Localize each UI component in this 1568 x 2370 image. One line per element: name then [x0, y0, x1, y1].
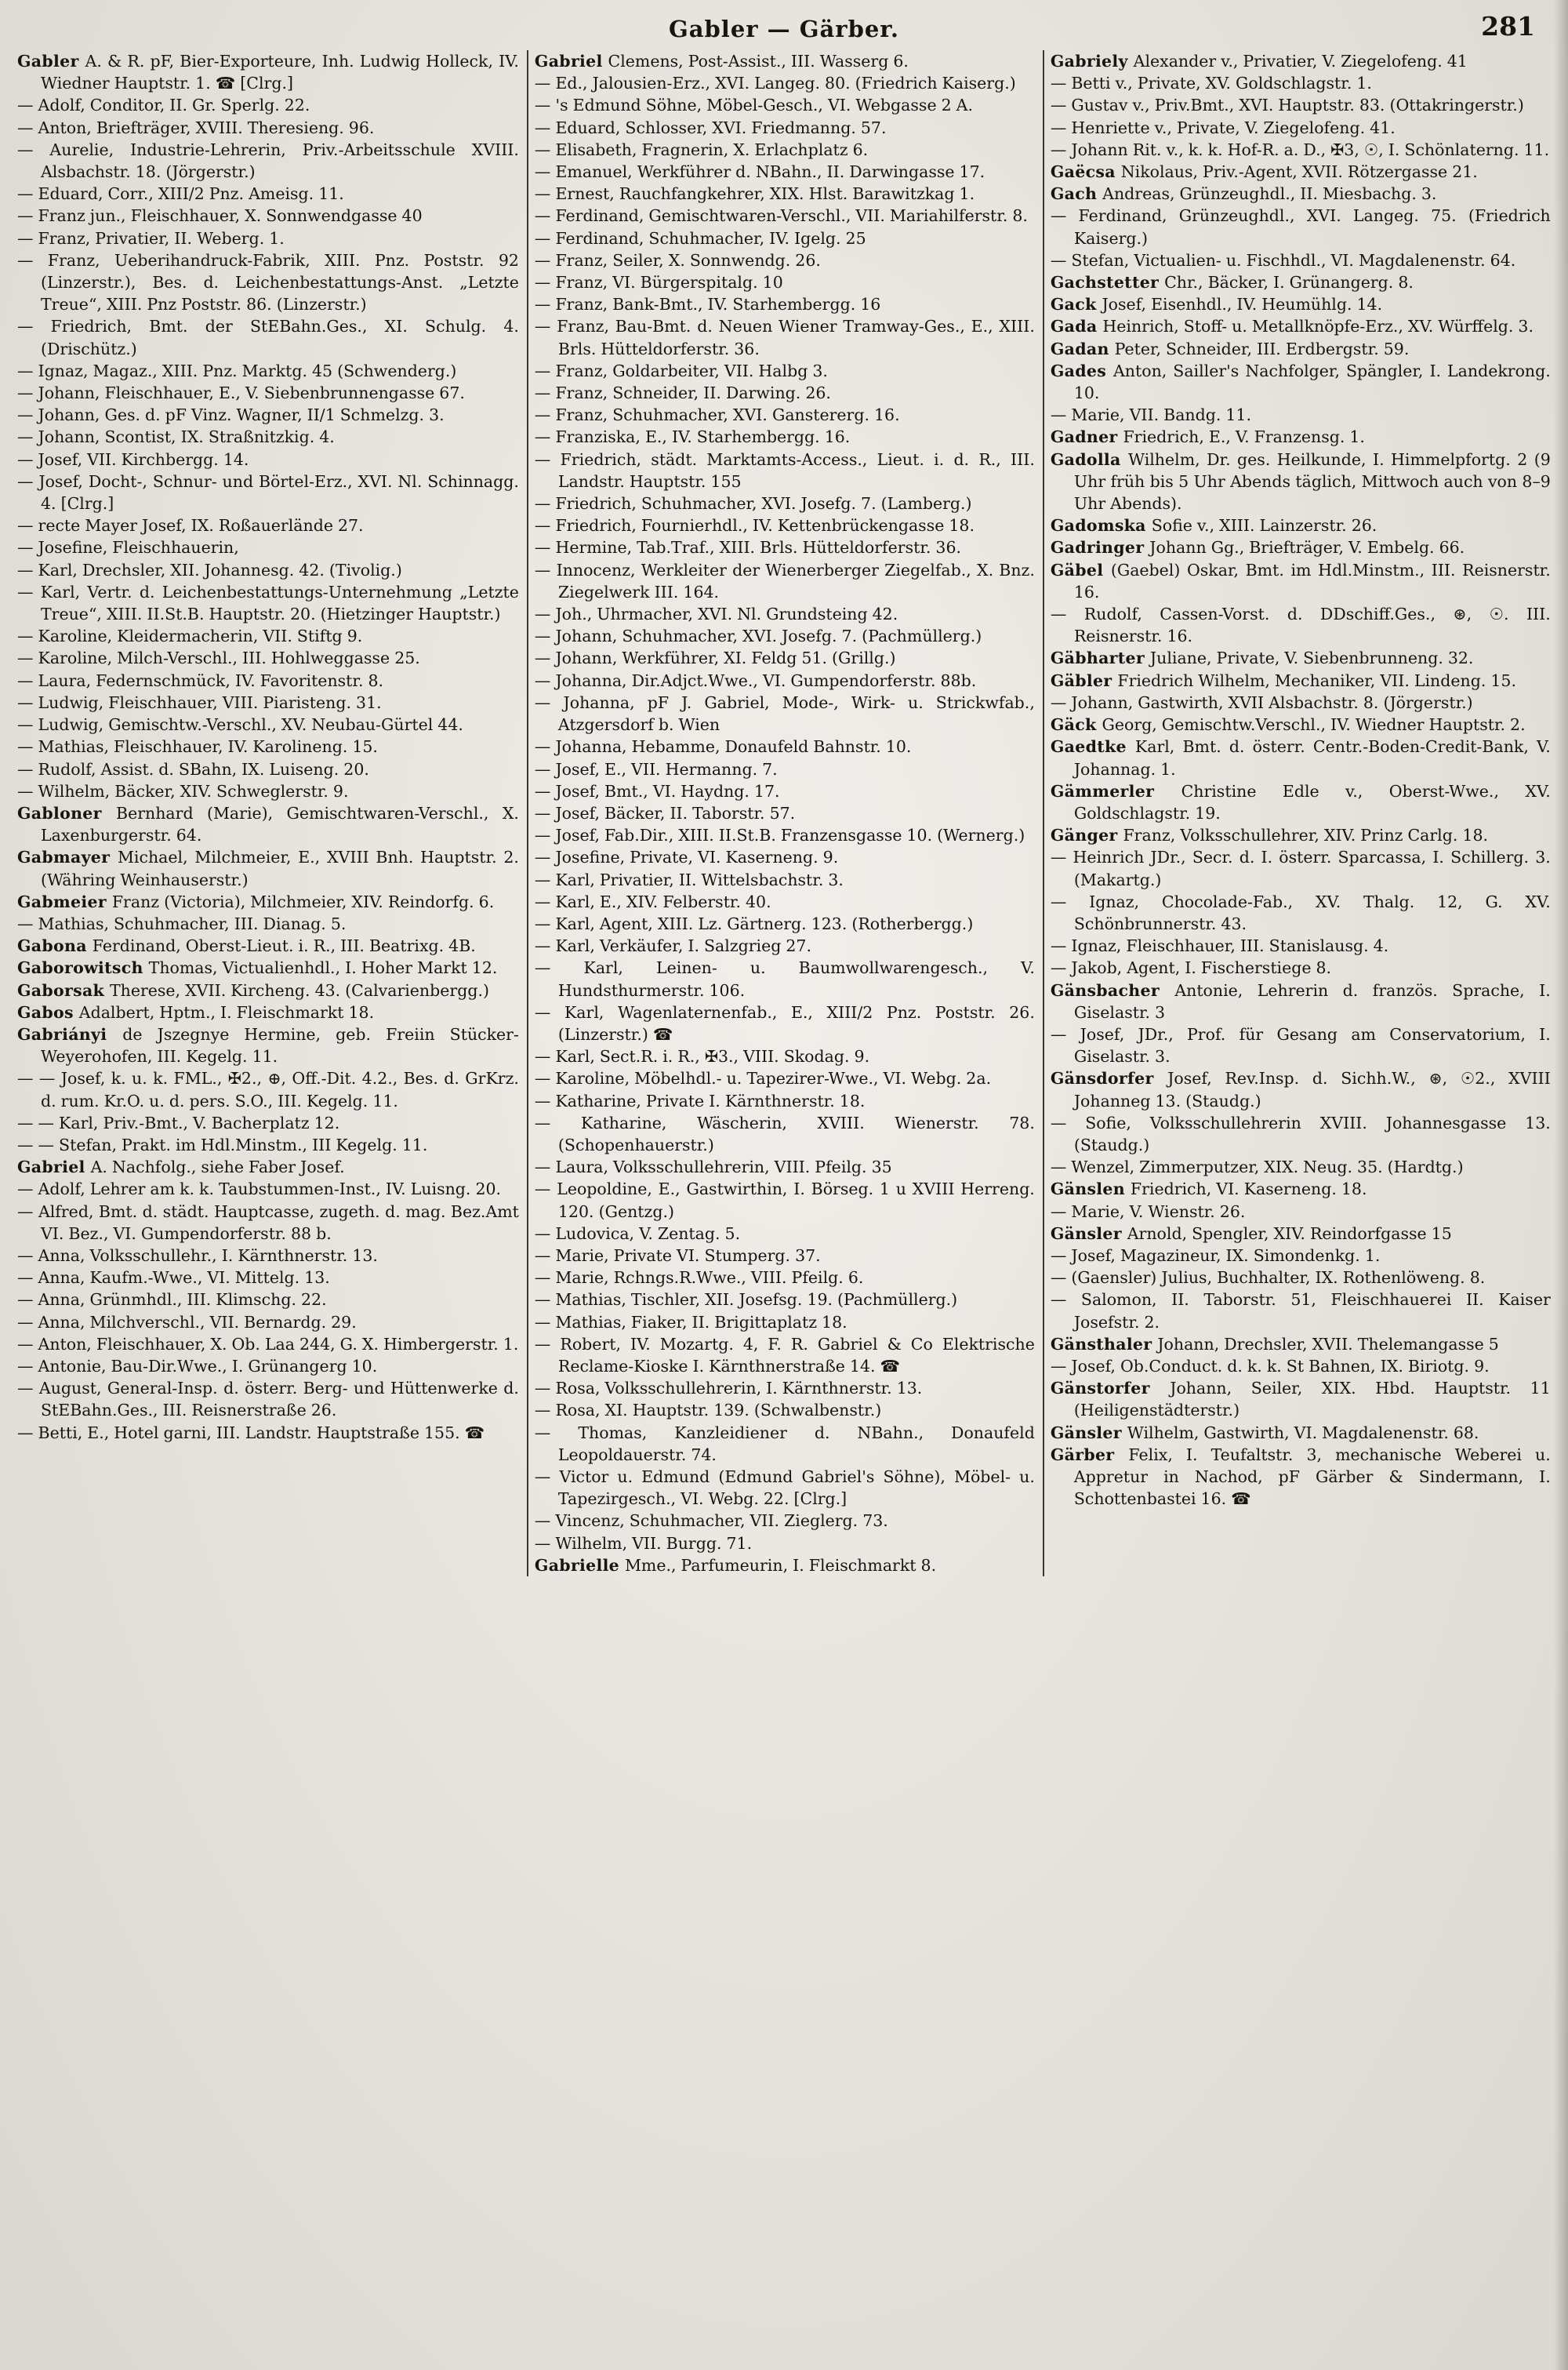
entry-surname: Gabriel: [534, 52, 608, 71]
directory-entry: — Karl, Leinen- u. Baumwollwarengesch., V. Hundsthurmerstr. 106.: [534, 958, 1035, 1000]
directory-entry: — Marie, VII. Bandg. 11.: [1050, 405, 1251, 425]
entry-surname: Gabmayer: [17, 848, 118, 867]
directory-entry: — Karoline, Milch-Verschl., III. Hohlweggasse 25.: [17, 649, 420, 668]
directory-entry: Gaborowitsch Thomas, Victualienhdl., I. Hoher Markt 12.: [17, 958, 498, 978]
directory-entry: — Ignaz, Chocolade-Fab., XV. Thalg. 12, G. XV. Schönbrunnerstr. 43.: [1050, 892, 1551, 933]
directory-entry: — Laura, Federnschmück, IV. Favoritenstr. 8.: [17, 671, 384, 690]
directory-columns: [0, 45, 1568, 1576]
entry-surname: Gabler: [17, 52, 85, 71]
entry-surname: Gadringer: [1050, 538, 1150, 558]
page-header: [0, 0, 1568, 45]
directory-entry: — Josef, Magazineur, IX. Simondenkg. 1.: [1050, 1245, 1381, 1265]
directory-entry: Gabmeier Franz (Victoria), Milchmeier, XIV. Reindorfg. 6.: [17, 892, 495, 911]
directory-entry: Gäbharter Juliane, Private, V. Siebenbrunneng. 32.: [1050, 649, 1474, 668]
directory-entry: Gämmerler Christine Edle v., Oberst-Wwe., XV. Goldschlagstr. 19.: [1050, 781, 1551, 823]
directory-entry: Gabler A. & R. pF, Bier-Exporteure, Inh. Ludwig Holleck, IV. Wiedner Hauptstr. 1. ☎ [Clrg.]: [17, 52, 519, 93]
directory-entry: — Leopoldine, E., Gastwirthin, I. Börseg. 1 u XVIII Herreng. 120. (Gentzg.): [534, 1180, 1035, 1221]
directory-entry: — Josef, Bäcker, II. Taborstr. 57.: [534, 803, 796, 823]
directory-entry: — Friedrich, Fournierhdl., IV. Kettenbrückengasse 18.: [534, 516, 975, 536]
directory-entry: — Karl, Privatier, II. Wittelsbachstr. 3.: [534, 870, 844, 889]
directory-entry: Gack Josef, Eisenhdl., IV. Heumühlg. 14.: [1050, 295, 1383, 314]
directory-entry: Gäbler Friedrich Wilhelm, Mechaniker, VII. Lindeng. 15.: [1050, 671, 1516, 690]
directory-entry: — 's Edmund Söhne, Möbel-Gesch., VI. Webgasse 2 A.: [534, 96, 973, 115]
directory-entry: — Josefine, Private, VI. Kaserneng. 9.: [534, 848, 839, 867]
directory-entry: — Franz, Seiler, X. Sonnwendg. 26.: [534, 250, 821, 270]
directory-entry: — Franz, Schneider, II. Darwing. 26.: [534, 383, 831, 403]
entry-surname: Gabriel: [17, 1158, 91, 1177]
directory-entry: — Mathias, Tischler, XII. Josefsg. 19. (Pachmüllerg.): [534, 1290, 958, 1310]
directory-entry: — Rosa, XI. Hauptstr. 139. (Schwalbenstr.): [534, 1401, 882, 1420]
directory-entry: — Johann, Werkführer, XI. Feldg 51. (Grillg.): [534, 649, 896, 668]
entry-surname: Gabmeier: [17, 892, 112, 911]
directory-entry: — Marie, V. Wienstr. 26.: [1050, 1201, 1246, 1221]
directory-entry: Gabos Adalbert, Hptm., I. Fleischmarkt 18.: [17, 1002, 375, 1022]
directory-entry: — Anna, Milchverschl., VII. Bernardg. 29.: [17, 1312, 357, 1332]
directory-entry: — Josef, Fab.Dir., XIII. II.St.B. Franzensgasse 10. (Wernerg.): [534, 826, 1025, 845]
directory-entry: Gänsthaler Johann, Drechsler, XVII. Thelemangasse 5: [1050, 1334, 1499, 1354]
directory-entry: — Stefan, Victualien- u. Fischhdl., VI. Magdalenenstr. 64.: [1050, 250, 1516, 270]
entry-surname: Gärber: [1050, 1445, 1129, 1464]
entry-surname: Gänslen: [1050, 1180, 1131, 1199]
directory-entry: — Joh., Uhrmacher, XVI. Nl. Grundsteing 42.: [534, 605, 898, 624]
entry-surname: Gabriely: [1050, 52, 1134, 71]
directory-entry: — — Karl, Priv.-Bmt., V. Bacherplatz 12.: [17, 1113, 340, 1132]
directory-entry: Gabona Ferdinand, Oberst-Lieut. i. R., III. Beatrixg. 4B.: [17, 936, 476, 956]
directory-entry: — Vincenz, Schuhmacher, VII. Zieglerg. 73.: [534, 1511, 888, 1531]
directory-entry: — Karoline, Möbelhdl.- u. Tapezirer-Wwe., VI. Webg. 2a.: [534, 1069, 992, 1089]
entry-surname: Gaëcsa: [1050, 162, 1121, 182]
directory-entry: — Wilhelm, VII. Burgg. 71.: [534, 1533, 753, 1553]
directory-entry: — Johann, Fleischhauer, E., V. Siebenbrunnengasse 67.: [17, 383, 465, 403]
directory-entry: — Ludwig, Gemischtw.-Verschl., XV. Neubau-Gürtel 44.: [17, 715, 463, 735]
directory-entry: — Katharine, Wäscherin, XVIII. Wienerstr. 78. (Schopenhauerstr.): [534, 1113, 1035, 1154]
directory-entry: — Karl, Wagenlaternenfab., E., XIII/2 Pnz. Poststr. 26. (Linzerstr.) ☎: [534, 1002, 1035, 1044]
directory-entry: — Friedrich, Schuhmacher, XVI. Josefg. 7. (Lamberg.): [534, 494, 972, 514]
directory-entry: — Franz, Ueberihandruck-Fabrik, XIII. Pnz. Poststr. 92 (Linzerstr.), Bes. d. Leichenbestattungs-Anst. „Letzte Treue“, XIII. Pnz Poststr. 86. (Linzerstr.): [17, 250, 519, 314]
directory-entry: — Karl, Agent, XIII. Lz. Gärtnerg. 123. (Rotherbergg.): [534, 914, 974, 933]
directory-entry: — — Stefan, Prakt. im Hdl.Minstm., III Kegelg. 11.: [17, 1135, 428, 1154]
entry-surname: Gabona: [17, 936, 93, 956]
directory-entry: — Franziska, E., IV. Starhembergg. 16.: [534, 427, 851, 447]
directory-entry: — Adolf, Lehrer am k. k. Taubstummen-Inst., IV. Luisng. 20.: [17, 1180, 502, 1199]
directory-entry: — Heinrich JDr., Secr. d. I. österr. Sparcassa, I. Schillerg. 3. (Makartg.): [1050, 848, 1551, 889]
directory-entry: — Mathias, Fleischhauer, IV. Karolineng. 15.: [17, 737, 378, 757]
directory-entry: — Anton, Briefträger, XVIII. Theresieng. 96.: [17, 118, 375, 137]
entry-surname: Gämmerler: [1050, 781, 1181, 801]
directory-entry: — Elisabeth, Fragnerin, X. Erlachplatz 6.: [534, 140, 869, 159]
directory-entry: — Jakob, Agent, I. Fischerstiege 8.: [1050, 958, 1332, 978]
directory-entry: Gada Heinrich, Stoff- u. Metallknöpfe-Erz., XV. Würffelg. 3.: [1050, 317, 1534, 336]
directory-entry: — Ludovica, V. Zentag. 5.: [534, 1223, 741, 1243]
directory-entry: — Wenzel, Zimmerputzer, XIX. Neug. 35. (Hardtg.): [1050, 1158, 1464, 1177]
entry-surname: Gänsdorfer: [1050, 1069, 1168, 1089]
entry-surname: Gachstetter: [1050, 273, 1165, 293]
entry-surname: Gänsler: [1050, 1423, 1127, 1442]
entry-surname: Gadomska: [1050, 516, 1152, 536]
directory-entry: — Josef, E., VII. Hermanng. 7.: [534, 759, 778, 779]
directory-entry: Gänsdorfer Josef, Rev.Insp. d. Sichh.W., ⊛, ☉2., XVIII Johanneg 13. (Staudg.): [1050, 1069, 1551, 1110]
directory-entry: — Johanna, pF J. Gabriel, Mode-, Wirk- u. Strickwfab., Atzgersdorf b. Wien: [534, 692, 1035, 735]
directory-entry: Gäck Georg, Gemischtw.Verschl., IV. Wiedner Hauptstr. 2.: [1050, 715, 1526, 735]
directory-entry: Gabmayer Michael, Milchmeier, E., XVIII Bnh. Hauptstr. 2. (Währing Weinhauserstr.): [17, 848, 519, 889]
directory-entry: Gabriányi de Jszegnye Hermine, geb. Freiin Stücker-Weyerohofen, III. Kegelg. 11.: [17, 1024, 519, 1067]
directory-entry: — Ignaz, Fleischhauer, III. Stanislausg. 4.: [1050, 936, 1389, 956]
directory-entry: — Aurelie, Industrie-Lehrerin, Priv.-Arbeitsschule XVIII. Alsbachstr. 18. (Jörgerstr.): [17, 140, 519, 182]
directory-entry: — Anna, Volksschullehr., I. Kärnthnerstr. 13.: [17, 1245, 378, 1265]
directory-entry: Gabriel Clemens, Post-Assist., III. Wasserg 6.: [534, 52, 909, 71]
directory-entry: — Robert, IV. Mozartg. 4, F. R. Gabriel & Co Elektrische Reclame-Kioske I. Kärnthnerstraße 14. ☎: [534, 1334, 1035, 1376]
directory-entry: — Eduard, Corr., XIII/2 Pnz. Ameisg. 11.: [17, 184, 344, 204]
entry-surname: Gack: [1050, 295, 1102, 314]
entry-surname: Gäbler: [1050, 671, 1118, 690]
directory-entry: — Karoline, Kleidermacherin, VII. Stiftg 9.: [17, 627, 363, 646]
directory-entry: Gänsler Wilhelm, Gastwirth, VI. Magdalenenstr. 68.: [1050, 1423, 1479, 1442]
directory-entry: — Friedrich, städt. Marktamts-Access., Lieut. i. d. R., III. Landstr. Hauptstr. 155: [534, 449, 1035, 491]
directory-entry: — Anna, Grünmhdl., III. Klimschg. 22.: [17, 1290, 327, 1310]
page-title: Gabler — Gärber.: [668, 16, 900, 42]
directory-entry: — Antonie, Bau-Dir.Wwe., I. Grünangerg 10.: [17, 1356, 378, 1376]
directory-entry: — Wilhelm, Bäcker, XIV. Schweglerstr. 9.: [17, 781, 349, 801]
entry-surname: Gänstorfer: [1050, 1379, 1171, 1398]
directory-entry: — Ferdinand, Schuhmacher, IV. Igelg. 25: [534, 228, 866, 248]
directory-entry: — Karl, E., XIV. Felberstr. 40.: [534, 892, 771, 911]
directory-entry: — Marie, Rchngs.R.Wwe., VIII. Pfeilg. 6.: [534, 1268, 864, 1288]
directory-entry: — Ludwig, Fleischhauer, VIII. Piaristeng. 31.: [17, 692, 382, 712]
directory-entry: Gadolla Wilhelm, Dr. ges. Heilkunde, I. Himmelpfortg. 2 (9 Uhr früh bis 5 Uhr Abends täglich, Mittwoch auch von 8–9 Uhr Abends).: [1050, 449, 1551, 514]
directory-entry: — Ferdinand, Grünzeughdl., XVI. Langeg. 75. (Friedrich Kaiserg.): [1050, 206, 1551, 248]
directory-entry: — Emanuel, Werkführer d. NBahn., II. Darwingasse 17.: [534, 162, 985, 182]
entry-surname: Gänsbacher: [1050, 980, 1175, 1000]
directory-entry: — Sofie, Volksschullehrerin XVIII. Johannesgasse 13. (Staudg.): [1050, 1113, 1551, 1154]
directory-entry: — Josef, Ob.Conduct. d. k. k. St Bahnen, IX. Biriotg. 9.: [1050, 1356, 1490, 1376]
entry-surname: Gach: [1050, 184, 1103, 204]
entry-surname: Gäck: [1050, 715, 1102, 735]
directory-entry: Gänsler Arnold, Spengler, XIV. Reindorfgasse 15: [1050, 1223, 1452, 1243]
entry-surname: Gäbel: [1050, 560, 1111, 580]
entry-surname: Gänger: [1050, 826, 1123, 845]
directory-entry: — Betti v., Private, XV. Goldschlagstr. 1.: [1050, 74, 1372, 93]
directory-entry: Gänsbacher Antonie, Lehrerin d. französ. Sprache, I. Giselastr. 3: [1050, 980, 1551, 1022]
directory-entry: — Anna, Kaufm.-Wwe., VI. Mittelg. 13.: [17, 1268, 330, 1288]
directory-entry: — Josef, Bmt., VI. Haydng. 17.: [534, 781, 780, 801]
directory-entry: Gaedtke Karl, Bmt. d. österr. Centr.-Boden-Credit-Bank, V. Johannag. 1.: [1050, 737, 1551, 779]
directory-entry: — Alfred, Bmt. d. städt. Hauptcasse, zugeth. d. mag. Bez.Amt VI. Bez., VI. Gumpendorferstr. 88 b.: [17, 1201, 519, 1243]
directory-entry: — Henriette v., Private, V. Ziegelofeng. 41.: [1050, 118, 1396, 137]
directory-entry: Gänslen Friedrich, VI. Kaserneng. 18.: [1050, 1180, 1367, 1199]
directory-entry: — August, General-Insp. d. österr. Berg- und Hüttenwerke d. StEBahn.Ges., III. Reisnerstraße 26.: [17, 1379, 519, 1420]
directory-entry: — Franz, Bau-Bmt. d. Neuen Wiener Tramway-Ges., E., XIII. Brls. Hütteldorferstr. 36.: [534, 317, 1035, 358]
directory-entry: — Adolf, Conditor, II. Gr. Sperlg. 22.: [17, 96, 310, 115]
directory-entry: — Josef, VII. Kirchbergg. 14.: [17, 449, 249, 469]
directory-entry: — Johanna, Dir.Adjct.Wwe., VI. Gumpendorferstr. 88b.: [534, 671, 977, 690]
directory-entry: — Marie, Private VI. Stumperg. 37.: [534, 1245, 821, 1265]
directory-entry: — Eduard, Schlosser, XVI. Friedmanng. 57.: [534, 118, 887, 137]
directory-entry: Gaborsak Therese, XVII. Kircheng. 43. (Calvarienbergg.): [17, 980, 489, 1000]
directory-entry: — Salomon, II. Taborstr. 51, Fleischhauerei II. Kaiser Josefstr. 2.: [1050, 1290, 1551, 1332]
directory-entry: Gabloner Bernhard (Marie), Gemischtwaren-Verschl., X. Laxenburgerstr. 64.: [17, 803, 519, 845]
directory-entry: — Innocenz, Werkleiter der Wienerberger Ziegelfab., X. Bnz. Ziegelwerk III. 164.: [534, 560, 1035, 602]
directory-column-2: [527, 50, 1043, 1576]
entry-surname: Gabloner: [17, 803, 117, 823]
directory-entry: — Ernest, Rauchfangkehrer, XIX. Hlst. Barawitzkag 1.: [534, 184, 975, 204]
directory-entry: — Katharine, Private I. Kärnthnerstr. 18.: [534, 1091, 866, 1110]
directory-entry: — — Josef, k. u. k. FML., ✠2., ⊕, Off.-Dit. 4.2., Bes. d. GrKrz. d. rum. Kr.O. u. d. pers. S.O., III. Kegelg. 11.: [17, 1069, 519, 1110]
directory-column-1: [11, 50, 527, 1576]
entry-surname: Gänsthaler: [1050, 1334, 1158, 1354]
directory-entry: — Ignaz, Magaz., XIII. Pnz. Marktg. 45 (Schwenderg.): [17, 361, 457, 380]
directory-entry: — Karl, Drechsler, XII. Johannesg. 42. (Tivolig.): [17, 560, 402, 580]
directory-entry: — Johann, Ges. d. pF Vinz. Wagner, II/1 Schmelzg. 3.: [17, 405, 445, 425]
directory-entry: — Thomas, Kanzleidiener d. NBahn., Donaufeld Leopoldauerstr. 74.: [534, 1423, 1035, 1464]
directory-entry: Gades Anton, Sailler's Nachfolger, Spängler, I. Landekrong. 10.: [1050, 361, 1551, 403]
directory-entry: — Franz, Schuhmacher, XVI. Ganstererg. 16.: [534, 405, 900, 425]
directory-entry: — Johanna, Hebamme, Donaufeld Bahnstr. 10.: [534, 737, 912, 757]
directory-entry: Gadner Friedrich, E., V. Franzensg. 1.: [1050, 427, 1365, 447]
directory-entry: Gadan Peter, Schneider, III. Erdbergstr. 59.: [1050, 339, 1410, 358]
directory-entry: — Franz, VI. Bürgerspitalg. 10: [534, 273, 783, 293]
directory-entry: — Laura, Volksschullehrerin, VIII. Pfeilg. 35: [534, 1158, 892, 1177]
entry-surname: Gabriányi: [17, 1024, 123, 1044]
entry-surname: Gaedtke: [1050, 737, 1135, 757]
entry-surname: Gades: [1050, 361, 1113, 380]
directory-entry: — Anton, Fleischhauer, X. Ob. Laa 244, G. X. Himbergerstr. 1.: [17, 1334, 519, 1354]
directory-entry: — Rosa, Volksschullehrerin, I. Kärnthnerstr. 13.: [534, 1379, 923, 1398]
directory-column-3: [1043, 50, 1559, 1576]
directory-entry: Gäbel (Gaebel) Oskar, Bmt. im Hdl.Minstm., III. Reisnerstr. 16.: [1050, 560, 1551, 602]
directory-entry: — Josef, Docht-, Schnur- und Börtel-Erz., XVI. Nl. Schinnagg. 4. [Clrg.]: [17, 471, 519, 514]
directory-entry: — Victor u. Edmund (Edmund Gabriel's Söhne), Möbel- u. Tapezirgesch., VI. Webg. 22. [Clrg.]: [534, 1467, 1035, 1509]
directory-entry: — Josef, JDr., Prof. für Gesang am Conservatorium, I. Giselastr. 3.: [1050, 1024, 1551, 1067]
directory-entry: Gabriel A. Nachfolg., siehe Faber Josef.: [17, 1158, 345, 1177]
directory-entry: — Mathias, Schuhmacher, III. Dianag. 5.: [17, 914, 347, 933]
entry-surname: Gäbharter: [1050, 649, 1150, 668]
directory-entry: — Friedrich, Bmt. der StEBahn.Ges., XI. Schulg. 4. (Drischütz.): [17, 317, 519, 358]
entry-surname: Gaborowitsch: [17, 958, 149, 978]
directory-entry: — Franz jun., Fleischhauer, X. Sonnwendgasse 40: [17, 206, 423, 226]
entry-surname: Gaborsak: [17, 980, 110, 1000]
directory-entry: — (Gaensler) Julius, Buchhalter, IX. Rothenlöweng. 8.: [1050, 1268, 1486, 1288]
entry-surname: Gada: [1050, 317, 1103, 336]
directory-entry: Gachstetter Chr., Bäcker, I. Grünangerg. 8.: [1050, 273, 1414, 293]
directory-entry: — Johann, Gastwirth, XVII Alsbachstr. 8. (Jörgerstr.): [1050, 692, 1473, 712]
directory-entry: — Rudolf, Cassen-Vorst. d. DDschiff.Ges., ⊛, ☉. III. Reisnerstr. 16.: [1050, 605, 1551, 646]
directory-entry: — Johann, Scontist, IX. Straßnitzkig. 4.: [17, 427, 335, 447]
directory-entry: Gadringer Johann Gg., Briefträger, V. Embelg. 66.: [1050, 538, 1465, 558]
directory-entry: — Gustav v., Priv.Bmt., XVI. Hauptstr. 83. (Ottakringerstr.): [1050, 96, 1524, 115]
directory-entry: Gach Andreas, Grünzeughdl., II. Miesbachg. 3.: [1050, 184, 1437, 204]
directory-entry: Gadomska Sofie v., XIII. Lainzerstr. 26.: [1050, 516, 1377, 536]
directory-entry: — Ed., Jalousien-Erz., XVI. Langeg. 80. (Friedrich Kaiserg.): [534, 74, 1016, 93]
entry-surname: Gabrielle: [534, 1555, 625, 1575]
directory-entry: — Ferdinand, Gemischtwaren-Verschl., VII. Mariahilferstr. 8.: [534, 206, 1028, 226]
entry-surname: Gadner: [1050, 427, 1123, 447]
entry-surname: Gabos: [17, 1002, 79, 1022]
directory-entry: — Karl, Vertr. d. Leichenbestattungs-Unternehmung „Letzte Treue“, XIII. II.St.B. Hauptstr. 20. (Hietzinger Hauptstr.): [17, 582, 519, 624]
directory-entry: Gärber Felix, I. Teufaltstr. 3, mechanische Weberei u. Appretur in Nachod, pF Gärber & Sindermann, I. Schottenbastei 16. ☎: [1050, 1445, 1551, 1509]
directory-entry: — Mathias, Fiaker, II. Brigittaplatz 18.: [534, 1312, 848, 1332]
directory-entry: — Johann, Schuhmacher, XVI. Josefg. 7. (Pachmüllerg.): [534, 627, 982, 646]
directory-entry: — Rudolf, Assist. d. SBahn, IX. Luiseng. 20.: [17, 759, 369, 779]
directory-entry: Gabrielle Mme., Parfumeurin, I. Fleischmarkt 8.: [534, 1555, 937, 1575]
directory-entry: — Franz, Bank-Bmt., IV. Starhembergg. 16: [534, 295, 881, 314]
directory-entry: Gabriely Alexander v., Privatier, V. Ziegelofeng. 41: [1050, 52, 1468, 71]
directory-entry: — Josefine, Fleischhauerin,: [17, 538, 239, 558]
directory-entry: — Karl, Verkäufer, I. Salzgrieg 27.: [534, 936, 811, 956]
directory-entry: — Betti, E., Hotel garni, III. Landstr. Hauptstraße 155. ☎: [17, 1423, 485, 1442]
entry-surname: Gänsler: [1050, 1223, 1127, 1243]
directory-entry: — recte Mayer Josef, IX. Roßauerlände 27.: [17, 516, 364, 536]
directory-entry: — Karl, Sect.R. i. R., ✠3., VIII. Skodag. 9.: [534, 1047, 870, 1067]
directory-entry: — Franz, Privatier, II. Weberg. 1.: [17, 228, 285, 248]
directory-entry: — Johann Rit. v., k. k. Hof-R. a. D., ✠3, ☉, I. Schönlaterng. 11.: [1050, 140, 1550, 159]
directory-entry: Gänstorfer Johann, Seiler, XIX. Hbd. Hauptstr. 11 (Heiligenstädterstr.): [1050, 1379, 1551, 1420]
directory-entry: — Franz, Goldarbeiter, VII. Halbg 3.: [534, 361, 828, 380]
directory-entry: — Hermine, Tab.Traf., XIII. Brls. Hütteldorferstr. 36.: [534, 538, 962, 558]
directory-entry: Gänger Franz, Volksschullehrer, XIV. Prinz Carlg. 18.: [1050, 826, 1488, 845]
entry-surname: Gadolla: [1050, 449, 1128, 469]
page-number: 281: [1481, 11, 1535, 42]
entry-surname: Gadan: [1050, 339, 1115, 358]
directory-entry: Gaëcsa Nikolaus, Priv.-Agent, XVII. Rötzergasse 21.: [1050, 162, 1478, 182]
